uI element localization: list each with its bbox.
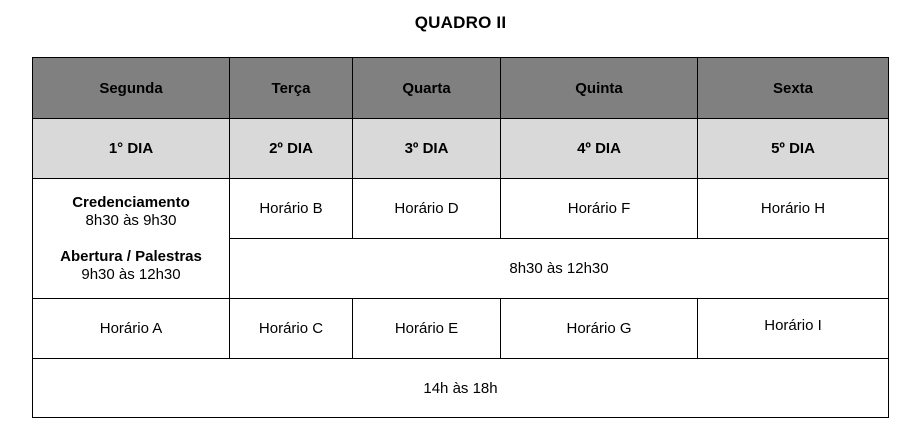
weekday-cell-quarta: Quarta: [353, 58, 501, 119]
schedule-table: [32, 57, 889, 418]
weekday-cell-terca: Terça: [230, 58, 353, 119]
morning-slots-row: [33, 179, 889, 239]
slot-cell-g: Horário G: [501, 299, 698, 359]
afternoon-slots-row: [33, 299, 889, 359]
slot-cell-i: [698, 299, 889, 359]
table-title: QUADRO II: [414, 13, 507, 32]
weekday-cell-quinta: Quinta: [501, 58, 698, 119]
slot-cell-h: Horário H: [698, 179, 889, 239]
slot-cell-i-text: Horário I: [764, 317, 822, 334]
opening-cell: [33, 179, 230, 299]
day-number-cell-4: 4º DIA: [501, 119, 698, 179]
day-number-row: [33, 119, 889, 179]
day-number-cell-1: 1° DIA: [33, 119, 230, 179]
weekday-header-row: [33, 58, 889, 119]
day-number-cell-3: 3º DIA: [353, 119, 501, 179]
credenciamento-time: 8h30 às 9h30: [85, 211, 177, 229]
morning-time-cell: 8h30 às 12h30: [230, 239, 889, 299]
opening-spacer: [33, 230, 229, 248]
slot-cell-f: Horário F: [501, 179, 698, 239]
afternoon-time-row: [33, 359, 889, 418]
slot-cell-b: Horário B: [230, 179, 353, 239]
abertura-time: 9h30 às 12h30: [81, 265, 181, 283]
day-number-cell-2: 2º DIA: [230, 119, 353, 179]
slot-cell-e: Horário E: [353, 299, 501, 359]
afternoon-time-cell: 14h às 18h: [33, 359, 889, 418]
slot-cell-c: Horário C: [230, 299, 353, 359]
credenciamento-label: Credenciamento: [72, 193, 190, 211]
slot-cell-a: Horário A: [33, 299, 230, 359]
abertura-label: Abertura / Palestras: [60, 247, 202, 265]
day-number-cell-5: 5º DIA: [698, 119, 889, 179]
weekday-cell-sexta: Sexta: [698, 58, 889, 119]
slot-cell-d: Horário D: [353, 179, 501, 239]
weekday-cell-segunda: Segunda: [33, 58, 230, 119]
